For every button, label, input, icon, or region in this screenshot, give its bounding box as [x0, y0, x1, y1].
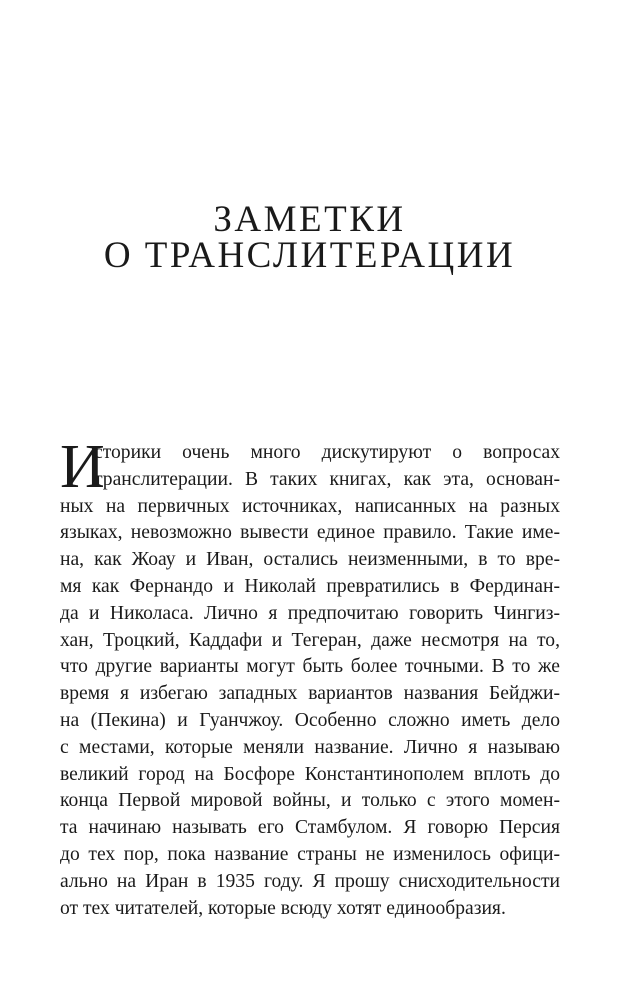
text-line: время я избегаю западных вариантов названия Бейджи-: [60, 683, 560, 705]
text-line: до тех пор, пока название страны не изменилось офици-: [60, 843, 560, 865]
text-line: мя как Фернандо и Николай превратились в Фердинан-: [60, 575, 560, 597]
body-paragraph: [60, 433, 560, 922]
text-line: на, как Жоау и Иван, остались неизменными, в то вре-: [60, 549, 560, 571]
text-line: что другие варианты могут быть более точными. В то же: [60, 656, 560, 678]
text-line: та начинаю называть его Стамбулом. Я говорю Персия: [60, 817, 560, 839]
text-line: на (Пекина) и Гуанчжоу. Особенно сложно иметь дело: [60, 709, 560, 731]
text-line: да и Николаса. Лично я предпочитаю говорить Чингиз-: [60, 602, 560, 624]
text-line: ных на первичных источниках, написанных на разных: [60, 495, 560, 517]
drop-cap: И: [60, 433, 105, 501]
chapter-title-line-2: О ТРАНСЛИТЕРАЦИИ: [103, 235, 516, 276]
text-line: транслитерации. В таких книгах, как эта, основан-: [94, 468, 560, 490]
text-line: языках, невозможно вывести единое правило. Такие име-: [60, 522, 560, 544]
text-line: хан, Троцкий, Каддафи и Тегеран, даже несмотря на то,: [60, 629, 560, 651]
text-line: великий город на Босфоре Константинополем вплоть до: [60, 763, 560, 785]
text-line: конца Первой мировой войны, и только с этого момен-: [60, 790, 560, 812]
chapter-title-line-1: ЗАМЕТКИ: [213, 199, 406, 240]
text-line: от тех читателей, которые всюду хотят единообразия.: [60, 897, 506, 919]
text-line: ально на Иран в 1935 году. Я прошу снисходительности: [60, 870, 560, 892]
text-line: с местами, которые меняли название. Лично я называю: [60, 736, 560, 758]
text-line: сторики очень много дискутируют о вопросах: [94, 442, 560, 463]
